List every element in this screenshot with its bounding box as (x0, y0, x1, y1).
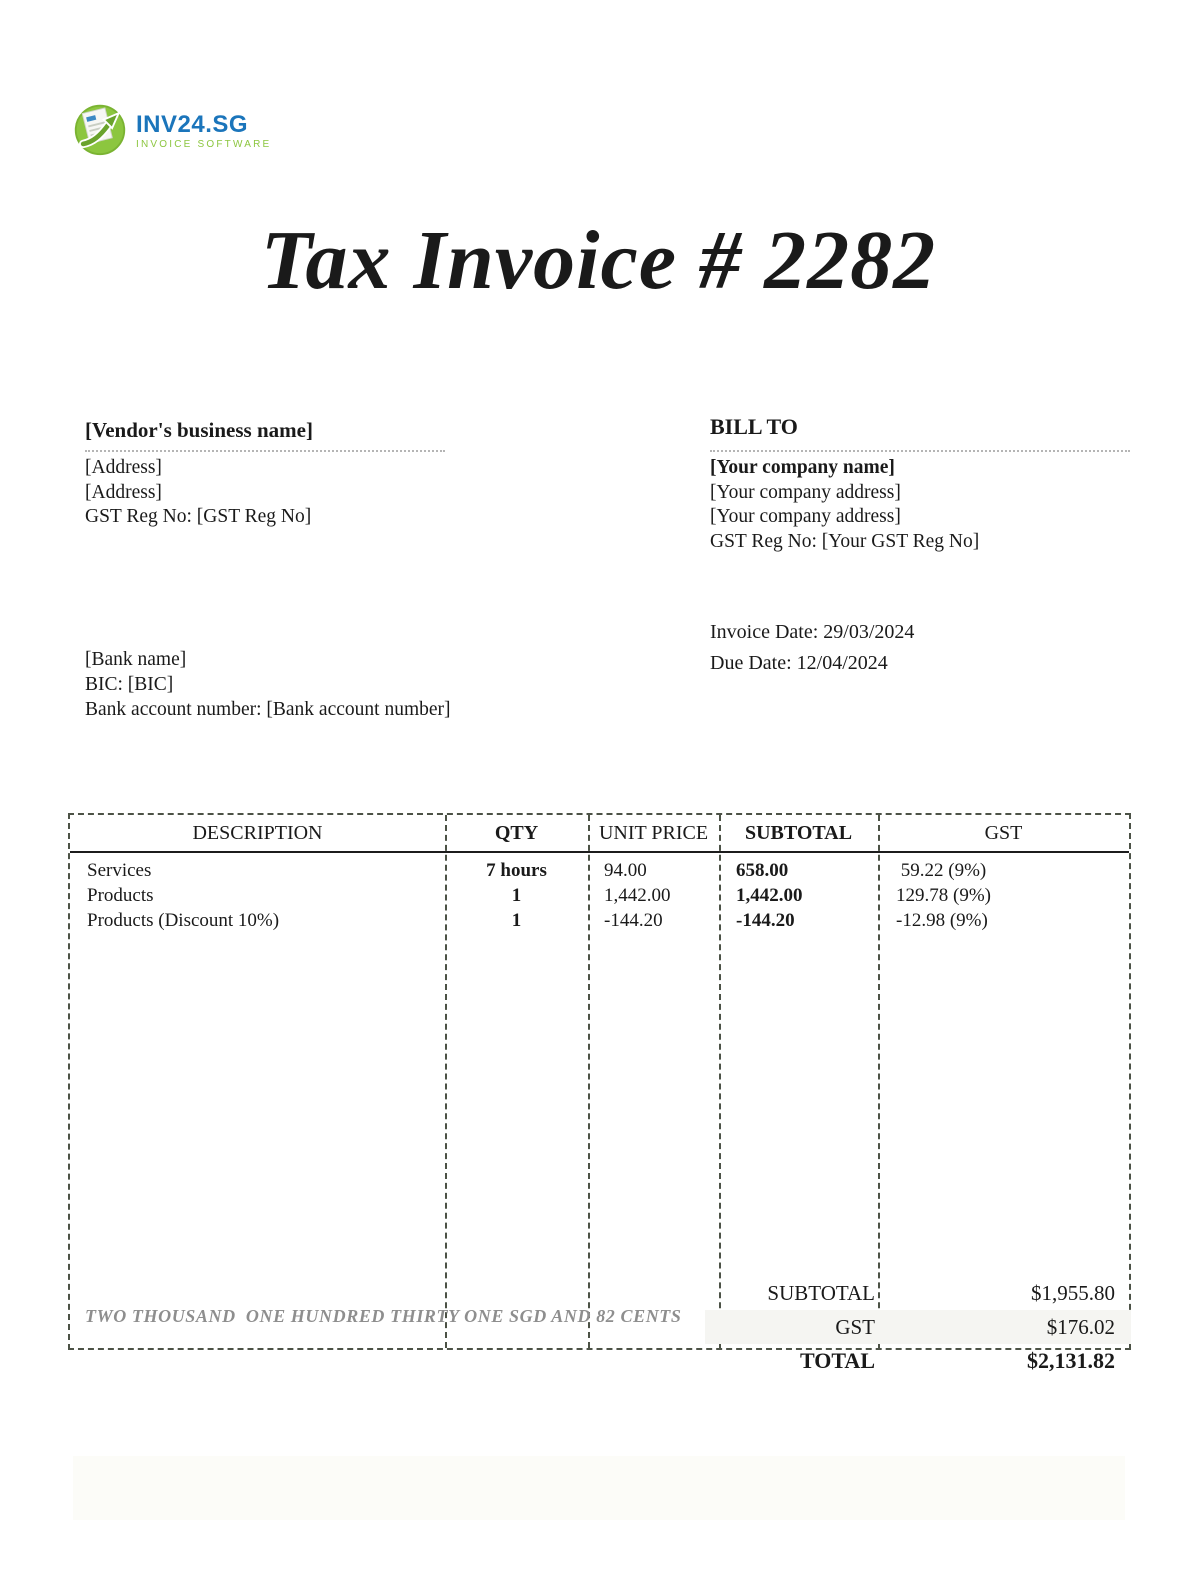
item-qty: 1 (511, 884, 522, 906)
bank-bic-line: BIC: [BIC] (85, 674, 174, 695)
line-items-table (68, 813, 1131, 1350)
bank-details-block (85, 647, 451, 722)
gst-label: GST (835, 1314, 875, 1339)
item-description: Products (Discount 10%) (87, 909, 280, 931)
subtotal-label: SUBTOTAL (767, 1280, 875, 1305)
item-subtotal: 658.00 (736, 859, 789, 881)
item-gst: 59.22 (9%) (896, 859, 987, 881)
logo-tagline-text: INVOICE SOFTWARE (136, 139, 272, 150)
header-subtotal: SUBTOTAL (744, 821, 853, 844)
table-row (70, 883, 1129, 908)
header-description: DESCRIPTION (192, 821, 323, 844)
total-value: $2,131.82 (1027, 1348, 1115, 1373)
item-qty: 1 (511, 909, 522, 931)
due-date: Due Date: 12/04/2024 (710, 652, 888, 674)
vendor-address-block (85, 456, 311, 530)
vendor-business-name: [Vendor's business name] (85, 418, 313, 442)
vendor-gst-reg-line: GST Reg No: [GST Reg No] (85, 506, 312, 527)
subtotal-value: $1,955.80 (1031, 1280, 1115, 1305)
bill-to-address-block (710, 456, 979, 554)
footer-band (73, 1456, 1125, 1520)
column-divider (878, 815, 880, 1348)
gst-row (705, 1310, 1131, 1344)
header-gst: GST (984, 821, 1023, 844)
customer-address-line-2: [Your company address] (710, 506, 901, 527)
item-gst: 129.78 (9%) (896, 884, 991, 906)
gst-value: $176.02 (1046, 1314, 1115, 1339)
vendor-separator-line (85, 450, 445, 452)
logo-brand-text: INV24.SG (136, 111, 249, 138)
customer-company-name: [Your company name] (710, 457, 895, 478)
item-unit-price: 94.00 (604, 859, 647, 881)
item-subtotal: 1,442.00 (736, 884, 803, 906)
header-qty: QTY (494, 821, 539, 844)
column-divider (445, 815, 447, 1348)
item-qty: 7 hours (486, 859, 547, 881)
bill-to-separator-line (710, 450, 1130, 452)
invoice-title: Tax Invoice # 2282 (260, 214, 937, 307)
column-divider (719, 815, 721, 1348)
amount-in-words: TWO THOUSAND ONE HUNDRED THIRTY ONE SGD AND 82 CENTS (85, 1306, 682, 1326)
item-unit-price: 1,442.00 (604, 884, 671, 906)
invoice-date: Invoice Date: 29/03/2024 (710, 621, 915, 643)
customer-gst-reg-line: GST Reg No: [Your GST Reg No] (710, 530, 980, 552)
table-header-row (70, 815, 1129, 853)
vendor-address-line-2: [Address] (85, 481, 162, 503)
vendor-address-line-1: [Address] (85, 457, 162, 478)
item-description: Services (87, 859, 152, 881)
bank-account-line: Bank account number: [Bank account number] (85, 699, 451, 720)
table-body (70, 853, 1129, 933)
header-unit-price: UNIT PRICE (598, 821, 709, 844)
item-subtotal: -144.20 (736, 909, 795, 931)
column-divider (588, 815, 590, 1348)
customer-address-line-1: [Your company address] (710, 481, 901, 503)
table-row (70, 858, 1129, 883)
item-description: Products (87, 884, 154, 906)
table-row (70, 908, 1129, 933)
item-gst: -12.98 (9%) (896, 909, 988, 931)
total-row (705, 1344, 1131, 1378)
total-label: TOTAL (800, 1348, 875, 1373)
item-unit-price: -144.20 (604, 909, 663, 931)
bank-name-line: [Bank name] (85, 649, 187, 670)
inv24-logo-icon (72, 101, 128, 162)
totals-block (705, 1276, 1131, 1378)
bill-to-heading: BILL TO (710, 414, 798, 439)
app-logo (72, 101, 271, 162)
subtotal-row (705, 1276, 1131, 1310)
invoice-dates-block (710, 617, 914, 679)
